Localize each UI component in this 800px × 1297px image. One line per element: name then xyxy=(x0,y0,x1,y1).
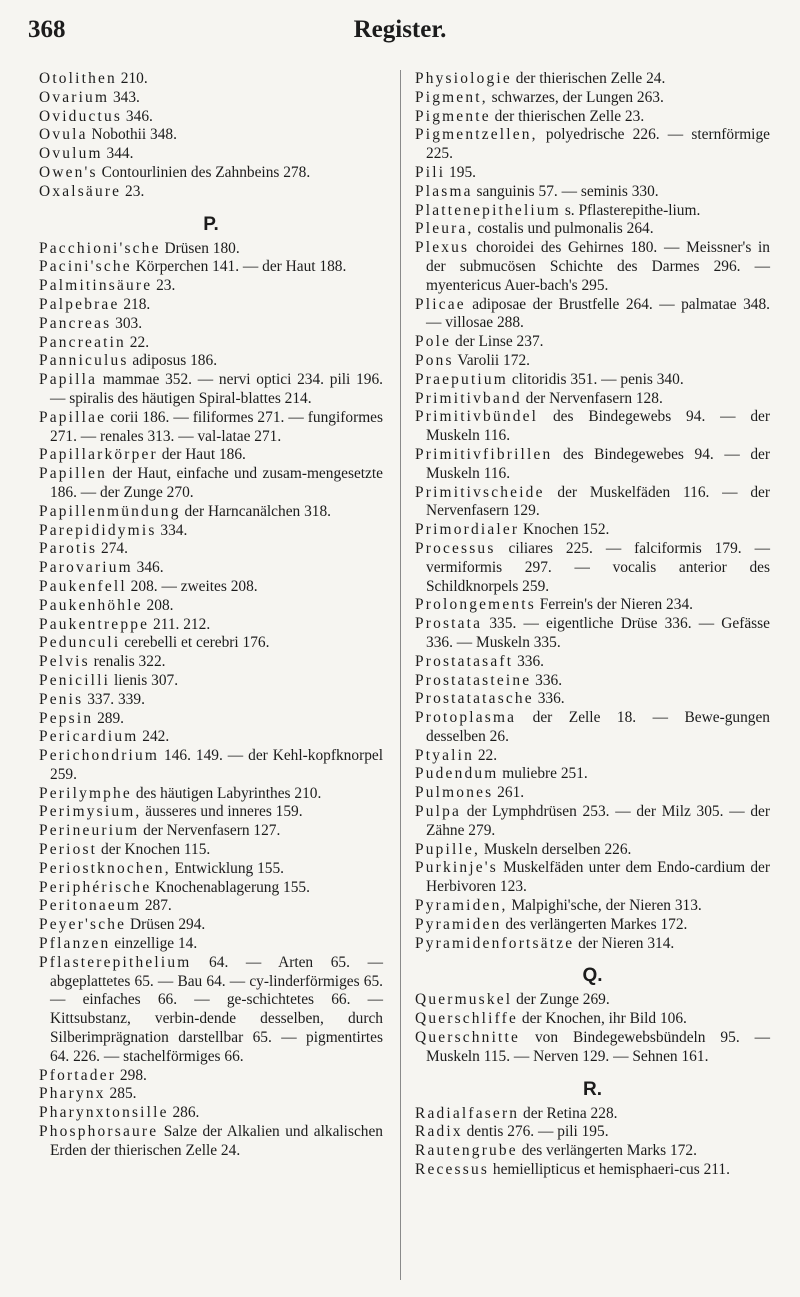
running-title: Register. xyxy=(353,16,447,43)
entry-keyword: Prostata xyxy=(415,615,483,633)
entry-keyword: Plattenepithelium xyxy=(415,201,561,219)
index-entry xyxy=(39,164,383,183)
entry-references: 23. xyxy=(121,182,145,200)
entry-references: adiposus 186. xyxy=(128,352,218,370)
index-entry xyxy=(39,409,383,447)
entry-references: 146. 149. — der Kehl-kopfknorpel 259. xyxy=(50,747,383,783)
entry-references: sanguinis 57. — seminis 330. xyxy=(472,182,659,200)
index-entry xyxy=(415,540,770,596)
index-entry xyxy=(39,728,383,747)
entry-references: des verlängerten Markes 172. xyxy=(501,915,688,933)
index-entry xyxy=(415,747,770,766)
entry-keyword: Pudendum xyxy=(415,765,499,783)
index-entry xyxy=(415,371,770,390)
entry-keyword: Papillen xyxy=(39,465,108,483)
entry-references: 23. xyxy=(152,277,176,295)
entry-references: der Knochen 115. xyxy=(97,841,211,859)
entry-references: choroidei des Gehirnes 180. — Meissner's in der submucösen Schichte des Darmes 296. — myentericus Auer-bach's 295. xyxy=(426,239,770,294)
column-divider xyxy=(400,70,401,1280)
entry-references: 274. xyxy=(97,540,128,558)
entry-keyword: Plexus xyxy=(415,239,470,257)
entry-references: 210. xyxy=(116,70,148,87)
entry-keyword: Oxalsäure xyxy=(39,182,122,200)
index-entry xyxy=(39,897,383,916)
index-entry xyxy=(39,89,383,108)
entry-keyword: Papillae xyxy=(39,408,107,426)
entry-references: der Haut, einfache und zusam-mengesetzte 186. — der Zunge 270. xyxy=(50,465,383,501)
index-entry xyxy=(415,183,770,202)
index-entry xyxy=(39,653,383,672)
entry-keyword: Primitivbündel xyxy=(415,408,539,426)
index-entry xyxy=(415,784,770,803)
section-letter: R. xyxy=(583,1078,602,1100)
entry-references: 211. 212. xyxy=(149,615,211,633)
index-entry xyxy=(415,390,770,409)
entry-keyword: Periost xyxy=(39,841,98,859)
index-entry xyxy=(415,1010,770,1029)
index-entry xyxy=(415,108,770,127)
index-entry xyxy=(415,615,770,653)
entry-references: s. Pflasterepithe-lium. xyxy=(560,201,701,219)
section-letter: P. xyxy=(203,213,219,235)
entry-references: Ferrein's der Nieren 234. xyxy=(535,596,693,614)
entry-keyword: Peritonaeum xyxy=(39,897,141,915)
index-entry xyxy=(39,1067,383,1086)
entry-references: Muskeln derselben 226. xyxy=(480,840,632,858)
index-entry xyxy=(415,1123,770,1142)
section-letter: Q. xyxy=(582,965,603,987)
entry-references: der Nervenfasern 128. xyxy=(521,389,663,407)
entry-keyword: Pyramiden xyxy=(415,915,502,933)
entry-references: Nobothii 348. xyxy=(87,126,177,144)
entry-keyword: Paukenhöhle xyxy=(39,596,143,614)
entry-references: des Bindegewebes 94. — der Muskeln 116. xyxy=(426,445,770,482)
entry-keyword: Pancreas xyxy=(39,314,112,332)
entry-references: lienis 307. xyxy=(110,671,179,689)
entry-references: corii 186. — filiformes 271. — fungiformes 271. — renales 313. — val-latae 271. xyxy=(50,408,383,445)
entry-keyword: Papillarkörper xyxy=(39,446,158,464)
entry-references: 208. — zweites 208. xyxy=(126,577,258,595)
entry-keyword: Oviductus xyxy=(39,107,123,125)
entry-references: 336. xyxy=(513,652,544,670)
index-entry xyxy=(39,352,383,371)
entry-keyword: Pleura, xyxy=(415,220,474,238)
entry-references: 242. xyxy=(138,728,170,746)
entry-references: mammae 352. — nervi optici 234. pili 196. — spiralis des häutigen Spiral-blattes 214. xyxy=(50,371,383,407)
entry-references: renalis 322. xyxy=(89,653,166,671)
entry-references: 286. xyxy=(168,1104,200,1122)
entry-references: 287. xyxy=(141,897,172,915)
entry-references: hemiellipticus et hemisphaeri-cus 211. xyxy=(489,1161,730,1179)
index-entry xyxy=(39,70,383,89)
index-entry xyxy=(415,1142,770,1161)
entry-keyword: Prostatasteine xyxy=(415,671,532,689)
entry-keyword: Protoplasma xyxy=(415,709,517,727)
entry-references: der Lymphdrüsen 253. — der Milz 305. — der Zähne 279. xyxy=(426,803,770,839)
index-entry xyxy=(39,691,383,710)
entry-references: 334. xyxy=(156,521,188,539)
index-entry xyxy=(415,653,770,672)
index-entry xyxy=(39,465,383,503)
index-entry xyxy=(39,1085,383,1104)
index-entry xyxy=(39,522,383,541)
entry-keyword: Pflasterepithelium xyxy=(39,953,192,971)
index-entry xyxy=(415,220,770,239)
entry-keyword: Pancreatin xyxy=(39,333,126,351)
index-entry xyxy=(415,164,770,183)
entry-keyword: Peyer'sche xyxy=(39,916,127,934)
index-entry xyxy=(415,690,770,709)
entry-references: der Muskelfäden 116. — der Nervenfasern 129. xyxy=(426,483,770,520)
entry-keyword: Palpebrae xyxy=(39,295,120,313)
index-entry xyxy=(415,333,770,352)
index-entry xyxy=(415,803,770,841)
entry-keyword: Phosphorsaure xyxy=(39,1123,159,1141)
entry-references: der Linse 237. xyxy=(451,333,544,351)
index-entry xyxy=(39,879,383,898)
entry-references: 218. xyxy=(119,295,151,313)
index-entry xyxy=(415,916,770,935)
index-entry xyxy=(415,126,770,164)
entry-keyword: Recessus xyxy=(415,1161,490,1179)
index-entry xyxy=(39,1104,383,1123)
entry-references: 303. xyxy=(111,314,143,332)
index-entry xyxy=(415,239,770,295)
entry-keyword: Pyramiden, xyxy=(415,897,508,915)
entry-references: 261. xyxy=(493,784,525,802)
entry-keyword: Parotis xyxy=(39,540,98,558)
entry-references: 208. xyxy=(142,596,174,614)
entry-references: der Retina 228. xyxy=(519,1104,618,1122)
entry-keyword: Paukenfell xyxy=(39,577,127,595)
entry-keyword: Panniculus xyxy=(39,352,129,370)
index-entry xyxy=(39,841,383,860)
entry-references: muliebre 251. xyxy=(498,765,588,783)
entry-keyword: Ovula xyxy=(39,126,88,144)
index-entry xyxy=(39,634,383,653)
entry-references: 285. xyxy=(105,1085,137,1103)
entry-keyword: Palmitinsäure xyxy=(39,277,153,295)
entry-keyword: Periphérische xyxy=(39,878,152,896)
index-entry xyxy=(415,446,770,484)
entry-references: des verlängerten Marks 172. xyxy=(517,1142,697,1160)
entry-references: Drüsen 294. xyxy=(126,916,206,934)
index-entry xyxy=(415,352,770,371)
right-column xyxy=(415,70,770,1180)
left-column xyxy=(39,70,383,1161)
index-entry xyxy=(415,859,770,897)
entry-references: ciliares 225. — falciformis 179. — vermiformis 297. — vocalis anterior des Schildknorpels 259. xyxy=(426,539,770,595)
index-entry xyxy=(415,521,770,540)
index-entry xyxy=(39,578,383,597)
entry-references: Entwicklung 155. xyxy=(170,859,285,877)
index-entry xyxy=(39,126,383,145)
entry-keyword: Ptyalin xyxy=(415,746,475,764)
entry-keyword: Pulpa xyxy=(415,803,462,821)
entry-keyword: Pflanzen xyxy=(39,935,111,953)
entry-keyword: Pharynx xyxy=(39,1085,106,1103)
entry-keyword: Parepididymis xyxy=(39,521,157,539)
entry-keyword: Pyramidenfortsätze xyxy=(415,934,575,952)
entry-keyword: Pons xyxy=(415,351,454,369)
entry-keyword: Penicilli xyxy=(39,671,111,689)
entry-references: clitoridis 351. — penis 340. xyxy=(507,370,684,388)
entry-keyword: Pigmentzellen, xyxy=(415,126,538,144)
entry-keyword: Radix xyxy=(415,1123,463,1141)
page-number: 368 xyxy=(28,16,66,43)
entry-keyword: Primitivfibrillen xyxy=(415,445,553,463)
entry-references: 298. xyxy=(116,1066,147,1084)
entry-keyword: Querschliffe xyxy=(415,1010,519,1028)
index-entry xyxy=(39,296,383,315)
index-entry xyxy=(39,860,383,879)
index-entry xyxy=(39,145,383,164)
entry-keyword: Otolithen xyxy=(39,70,117,87)
entry-keyword: Querschnitte xyxy=(415,1029,521,1047)
entry-keyword: Quermuskel xyxy=(415,991,513,1009)
index-entry xyxy=(415,709,770,747)
index-entry xyxy=(39,1123,383,1161)
entry-references: der Nieren 314. xyxy=(574,934,675,952)
entry-references: 346. xyxy=(132,559,164,577)
index-entry xyxy=(415,765,770,784)
entry-references: Knochen 152. xyxy=(519,521,610,539)
entry-references: 289. xyxy=(93,709,125,727)
index-entry xyxy=(39,446,383,465)
index-entry xyxy=(39,108,383,127)
index-entry xyxy=(39,672,383,691)
index-entry xyxy=(39,540,383,559)
entry-keyword: Perilymphe xyxy=(39,784,132,802)
entry-references: cerebelli et cerebri 176. xyxy=(120,634,270,652)
entry-references: Varolii 172. xyxy=(453,351,530,369)
index-entry xyxy=(39,334,383,353)
index-entry xyxy=(415,484,770,522)
entry-keyword: Plasma xyxy=(415,182,473,200)
index-entry xyxy=(39,803,383,822)
entry-references: der Harncanälchen 318. xyxy=(180,502,332,520)
entry-references: Drüsen 180. xyxy=(160,239,240,257)
entry-references: schwarzes, der Lungen 263. xyxy=(487,88,664,106)
entry-references: Muskelfäden unter dem Endo-cardium der Herbivoren 123. xyxy=(426,859,770,896)
entry-references: Knochenablagerung 155. xyxy=(151,878,310,896)
entry-references: dentis 276. — pili 195. xyxy=(462,1123,609,1141)
entry-references: 22. xyxy=(474,746,498,764)
entry-keyword: Purkinje's xyxy=(415,859,498,877)
index-entry xyxy=(39,747,383,785)
entry-references: der thierischen Zelle 23. xyxy=(490,107,645,125)
entry-references: 335. — eigentliche Drüse 336. — Gefässe 336. — Muskeln 335. xyxy=(426,615,770,651)
entry-keyword: Prostatasaft xyxy=(415,652,514,670)
entry-references: 64. — Arten 65. — abgeplattetes 65. — Bau 64. — cy-linderförmiges 65. — einfaches 66. — ge-schichtetes 66. — Kittsubstanz, verbin-dende desselben, durch Silberimprägnation darstellbar 65. — pigmentirtes 64. 226. — stachelförmiges 66. xyxy=(50,953,383,1065)
entry-references: der Knochen, ihr Bild 106. xyxy=(518,1010,687,1028)
index-entry xyxy=(415,897,770,916)
index-entry xyxy=(415,672,770,691)
index-entry xyxy=(39,503,383,522)
index-entry xyxy=(39,785,383,804)
entry-keyword: Parovarium xyxy=(39,559,133,577)
index-entry xyxy=(415,841,770,860)
entry-keyword: Radialfasern xyxy=(415,1104,520,1122)
entry-keyword: Processus xyxy=(415,539,496,557)
index-entry xyxy=(415,89,770,108)
entry-keyword: Ovulum xyxy=(39,145,103,163)
entry-keyword: Papilla xyxy=(39,371,98,389)
entry-references: adiposae der Brustfelle 264. — palmatae 348. — villosae 288. xyxy=(426,295,770,332)
entry-references: von Bindegewebsbündeln 95. — Muskeln 115. — Nerven 129. — Sehnen 161. xyxy=(426,1029,770,1065)
entry-references: Contourlinien des Zahnbeins 278. xyxy=(97,163,311,181)
entry-references: 337. 339. xyxy=(83,690,145,708)
index-entry xyxy=(39,954,383,1067)
entry-references: des häutigen Labyrinthes 210. xyxy=(131,784,322,802)
index-entry xyxy=(39,240,383,259)
entry-references: äusseres und inneres 159. xyxy=(141,803,303,821)
entry-keyword: Primordialer xyxy=(415,521,520,539)
entry-keyword: Periostknochen, xyxy=(39,859,171,877)
entry-keyword: Prolongements xyxy=(415,596,536,614)
entry-keyword: Penis xyxy=(39,690,84,708)
index-entry xyxy=(39,315,383,334)
page-header xyxy=(0,16,800,50)
index-entry xyxy=(39,822,383,841)
entry-keyword: Perichondrium xyxy=(39,747,160,765)
entry-keyword: Pelvis xyxy=(39,653,90,671)
entry-references: der Zelle 18. — Bewe-gungen desselben 26. xyxy=(426,709,770,745)
index-entry xyxy=(415,991,770,1010)
entry-keyword: Primitivband xyxy=(415,389,522,407)
entry-keyword: Pharynxtonsille xyxy=(39,1104,169,1122)
entry-keyword: Pili xyxy=(415,163,446,181)
index-entry xyxy=(39,916,383,935)
index-entry xyxy=(39,371,383,409)
entry-keyword: Paukentreppe xyxy=(39,615,150,633)
index-entry xyxy=(415,1161,770,1180)
entry-keyword: Perimysium, xyxy=(39,803,142,821)
index-entry xyxy=(415,296,770,334)
index-entry xyxy=(39,616,383,635)
entry-keyword: Prostatatasche xyxy=(415,690,534,708)
index-entry xyxy=(415,70,770,89)
index-entry xyxy=(415,935,770,954)
index-entry xyxy=(415,1105,770,1124)
entry-references: der Nervenfasern 127. xyxy=(139,822,281,840)
entry-keyword: Physiologie xyxy=(415,70,512,87)
entry-references: einzellige 14. xyxy=(110,935,198,953)
entry-references: der Zunge 269. xyxy=(512,991,610,1009)
index-entry xyxy=(415,596,770,615)
entry-references: Malpighi'sche, der Nieren 313. xyxy=(507,897,702,915)
index-entry xyxy=(39,277,383,296)
entry-references: des Bindegewebs 94. — der Muskeln 116. xyxy=(426,408,770,445)
entry-references: 336. xyxy=(533,690,565,708)
entry-references: 195. xyxy=(445,163,476,181)
entry-references: Körperchen 141. — der Haut 188. xyxy=(131,258,347,276)
index-entry xyxy=(415,408,770,446)
entry-keyword: Owen's xyxy=(39,163,98,181)
index-entry xyxy=(415,1029,770,1067)
entry-references: 336. xyxy=(531,671,563,689)
entry-keyword: Pepsin xyxy=(39,709,94,727)
entry-references: 22. xyxy=(125,333,150,351)
entry-keyword: Pulmones xyxy=(415,784,494,802)
entry-references: der thierischen Zelle 24. xyxy=(511,70,666,87)
entry-keyword: Primitivscheide xyxy=(415,483,545,501)
entry-references: 344. xyxy=(102,145,134,163)
entry-keyword: Pericardium xyxy=(39,728,139,746)
index-entry xyxy=(39,183,383,202)
entry-keyword: Pfortader xyxy=(39,1066,117,1084)
entry-keyword: Pacini'sche xyxy=(39,258,132,276)
index-entry xyxy=(39,559,383,578)
entry-keyword: Plicae xyxy=(415,295,466,313)
entry-references: der Haut 186. xyxy=(157,446,246,464)
entry-references: Salze der Alkalien und alkalischen Erden der thierischen Zelle 24. xyxy=(50,1123,383,1159)
entry-keyword: Perineurium xyxy=(39,822,140,840)
index-entry xyxy=(39,597,383,616)
entry-keyword: Praeputium xyxy=(415,370,508,388)
entry-references: 343. xyxy=(109,88,140,106)
entry-keyword: Pole xyxy=(415,333,452,351)
entry-keyword: Rautengrube xyxy=(415,1142,518,1160)
index-entry xyxy=(39,935,383,954)
entry-keyword: Papillenmündung xyxy=(39,502,181,520)
entry-keyword: Pedunculi xyxy=(39,634,121,652)
entry-keyword: Pacchioni'sche xyxy=(39,239,161,257)
entry-references: 346. xyxy=(122,107,153,125)
entry-references: costalis und pulmonalis 264. xyxy=(473,220,654,238)
index-entry xyxy=(39,710,383,729)
entry-keyword: Pupille, xyxy=(415,840,481,858)
entry-keyword: Pigment, xyxy=(415,88,488,106)
index-entry xyxy=(39,258,383,277)
entry-references: polyedrische 226. — sternförmige 225. xyxy=(426,126,770,163)
entry-keyword: Pigmente xyxy=(415,107,491,125)
entry-keyword: Ovarium xyxy=(39,88,110,106)
index-entry xyxy=(415,202,770,221)
